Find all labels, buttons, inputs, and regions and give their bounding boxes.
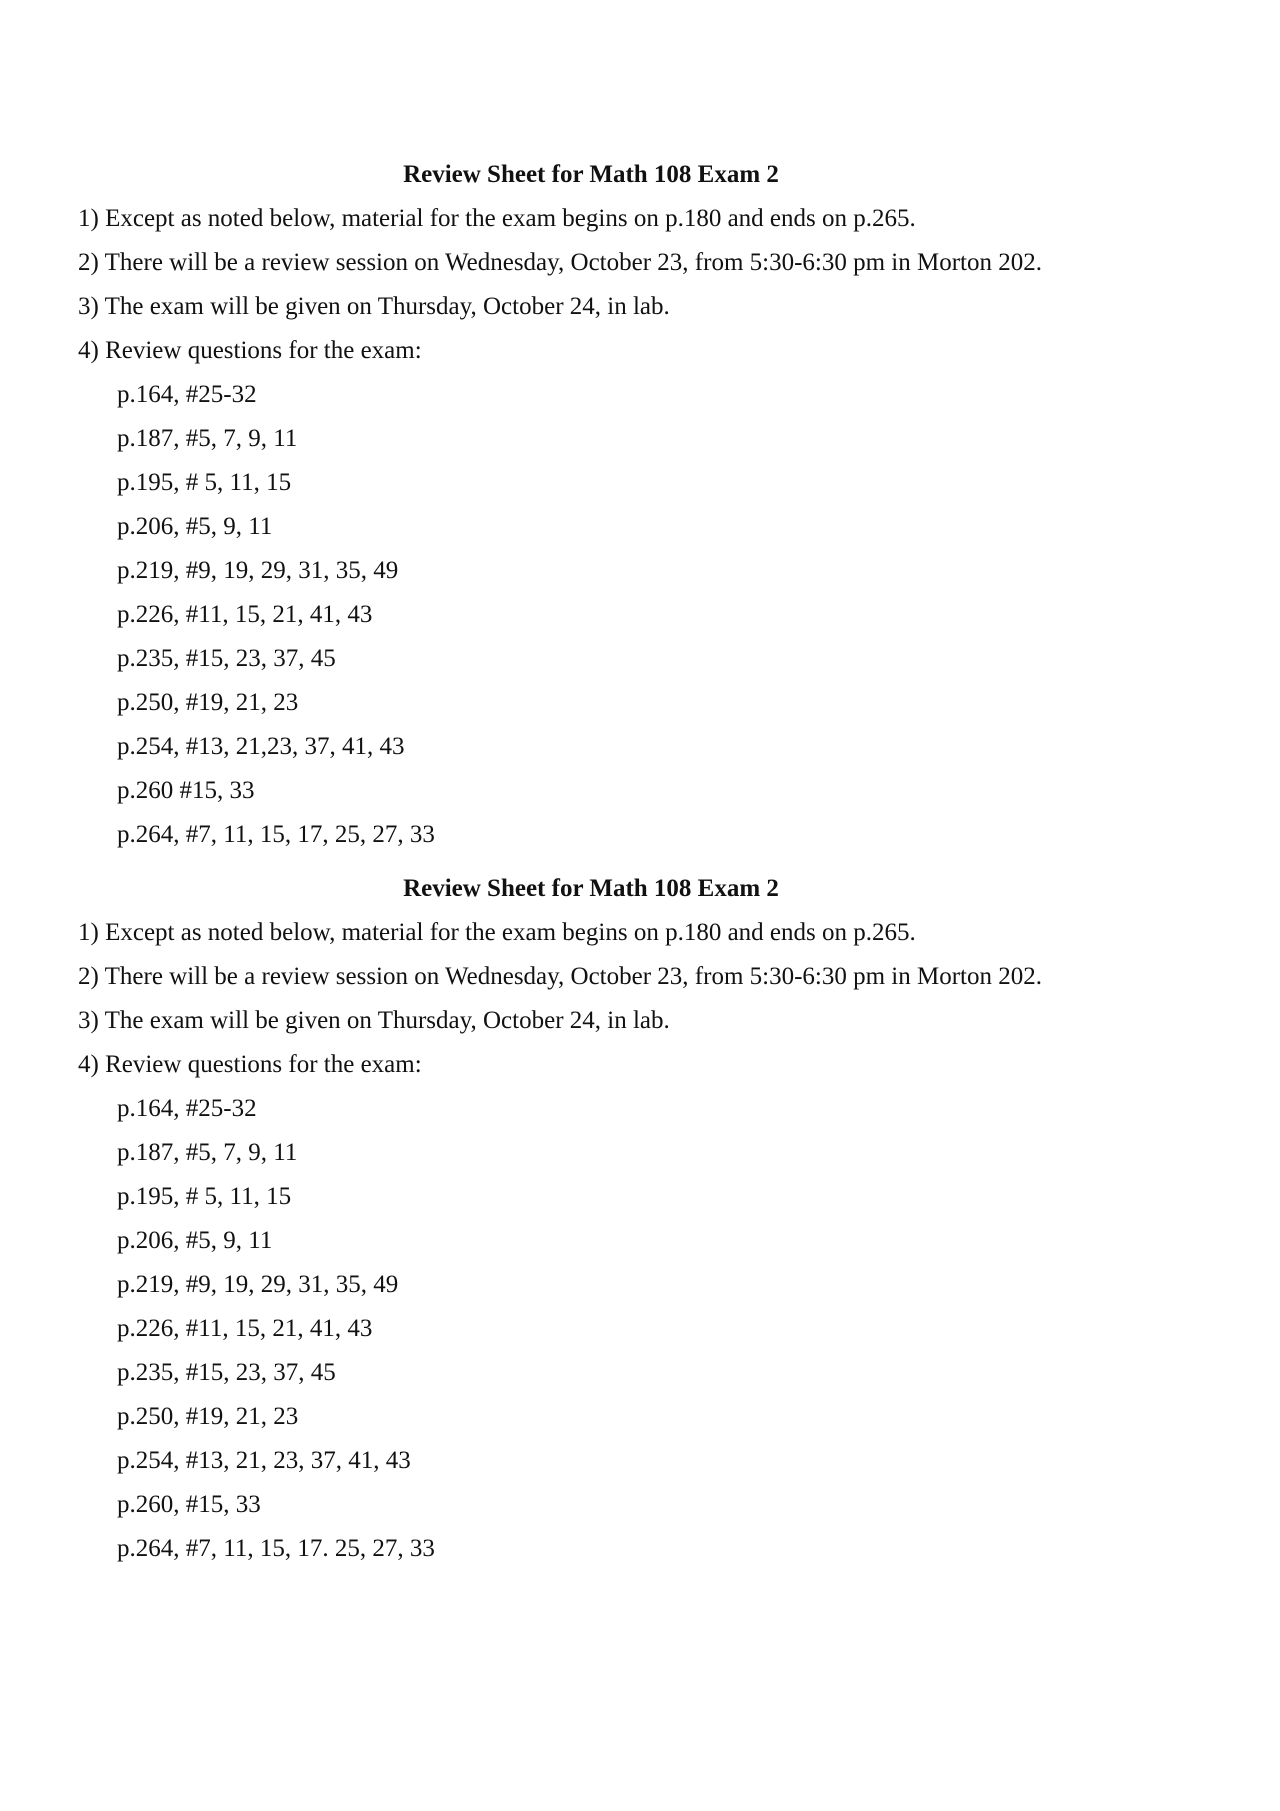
- review-question: p.226, #11, 15, 21, 41, 43: [117, 601, 373, 628]
- review-question: p.235, #15, 23, 37, 45: [117, 645, 336, 672]
- review-question: p.235, #15, 23, 37, 45: [117, 1359, 336, 1386]
- review-question: p.219, #9, 19, 29, 31, 35, 49: [117, 557, 399, 584]
- note-item: 2) There will be a review session on Wednesday, October 23, from 5:30-6:30 pm in Morton 202.: [78, 249, 1043, 276]
- review-question: p.187, #5, 7, 9, 11: [117, 1139, 298, 1166]
- review-question: p.206, #5, 9, 11: [117, 513, 273, 540]
- review-question: p.260 #15, 33: [117, 777, 255, 804]
- review-question: p.250, #19, 21, 23: [117, 1403, 299, 1430]
- review-question: p.264, #7, 11, 15, 17, 25, 27, 33: [117, 821, 435, 848]
- review-question: p.219, #9, 19, 29, 31, 35, 49: [117, 1271, 399, 1298]
- sheet-title: Review Sheet for Math 108 Exam 2: [403, 875, 779, 902]
- review-sheet-1: [78, 153, 1198, 857]
- review-question: p.195, # 5, 11, 15: [117, 1183, 292, 1210]
- review-question: p.187, #5, 7, 9, 11: [117, 425, 298, 452]
- review-question: p.195, # 5, 11, 15: [117, 469, 292, 496]
- note-item: 1) Except as noted below, material for the exam begins on p.180 and ends on p.265.: [78, 205, 916, 232]
- review-question: p.254, #13, 21,23, 37, 41, 43: [117, 733, 405, 760]
- note-item: 3) The exam will be given on Thursday, October 24, in lab.: [78, 1007, 670, 1034]
- note-item: 2) There will be a review session on Wednesday, October 23, from 5:30-6:30 pm in Morton 202.: [78, 963, 1043, 990]
- review-question: p.260, #15, 33: [117, 1491, 261, 1518]
- review-sheet-2: [78, 867, 1198, 1571]
- review-question: p.226, #11, 15, 21, 41, 43: [117, 1315, 373, 1342]
- review-question: p.264, #7, 11, 15, 17. 25, 27, 33: [117, 1535, 435, 1562]
- note-item: 3) The exam will be given on Thursday, October 24, in lab.: [78, 293, 670, 320]
- review-question: p.250, #19, 21, 23: [117, 689, 299, 716]
- review-question: p.164, #25-32: [117, 381, 257, 408]
- note-item: 4) Review questions for the exam:: [78, 1051, 422, 1078]
- note-item: 1) Except as noted below, material for the exam begins on p.180 and ends on p.265.: [78, 919, 916, 946]
- note-item: 4) Review questions for the exam:: [78, 337, 422, 364]
- review-question: p.164, #25-32: [117, 1095, 257, 1122]
- review-question: p.254, #13, 21, 23, 37, 41, 43: [117, 1447, 411, 1474]
- sheet-title: Review Sheet for Math 108 Exam 2: [403, 161, 779, 188]
- review-question: p.206, #5, 9, 11: [117, 1227, 273, 1254]
